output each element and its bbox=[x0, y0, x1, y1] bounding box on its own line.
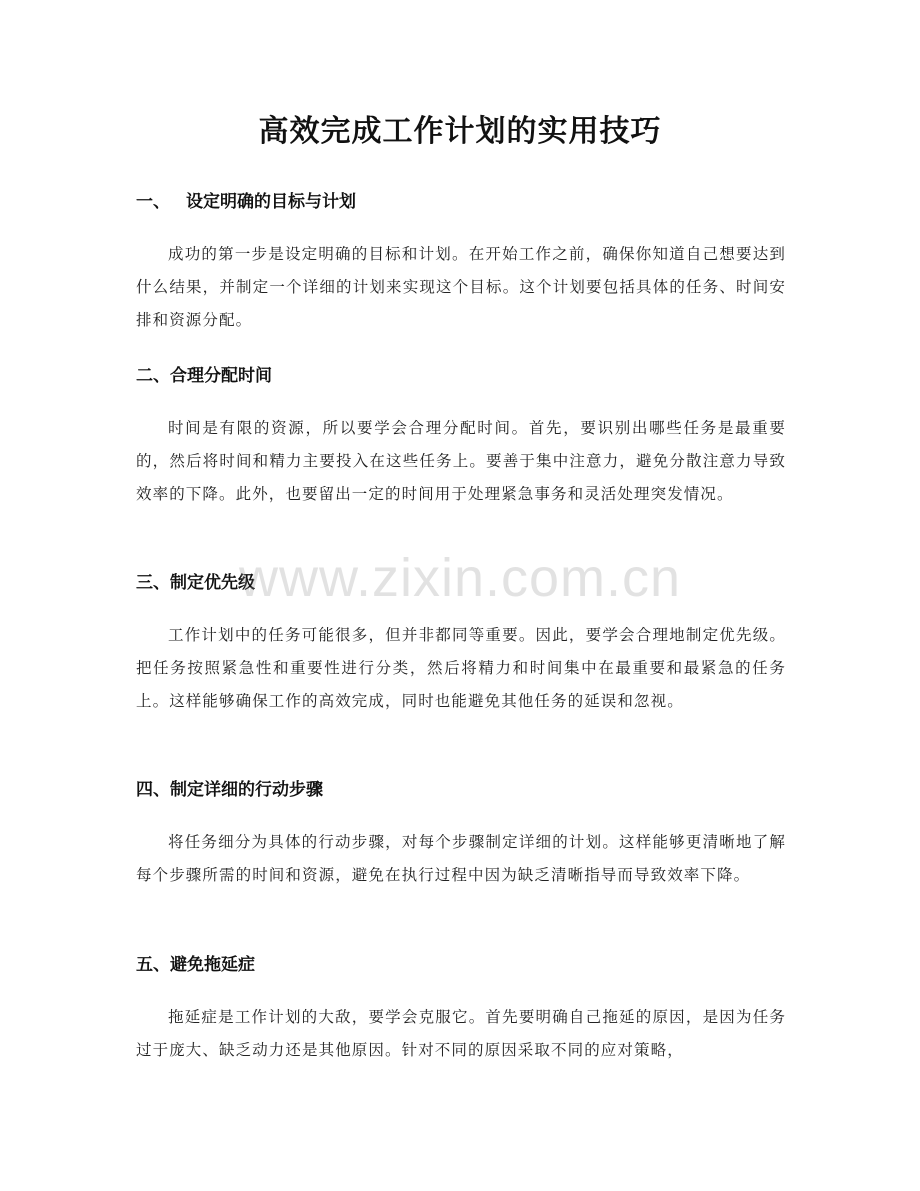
section-1 bbox=[136, 188, 786, 337]
section-number: 二、 bbox=[136, 366, 170, 386]
section-paragraph: 拖延症是工作计划的大敌，要学会克服它。首先要明确自己拖延的原因，是因为任务过于庞大、缺乏动力还是其他原因。针对不同的原因采取不同的应对策略， bbox=[136, 1008, 786, 1059]
section-3 bbox=[136, 569, 786, 718]
section-title: 制定优先级 bbox=[170, 573, 255, 593]
section-heading bbox=[136, 362, 786, 390]
section-number: 三、 bbox=[136, 573, 170, 593]
section-paragraph: 成功的第一步是设定明确的目标和计划。在开始工作之前，确保你知道自己想要达到什么结果，并制定一个详细的计划来实现这个目标。这个计划要包括具体的任务、时间安排和资源分配。 bbox=[136, 245, 786, 329]
document-title: 高效完成工作计划的实用技巧 bbox=[258, 114, 662, 149]
section-number: 四、 bbox=[136, 780, 170, 800]
section-heading bbox=[136, 188, 786, 216]
section-title: 避免拖延症 bbox=[170, 955, 255, 975]
section-title: 合理分配时间 bbox=[170, 366, 272, 386]
section-5 bbox=[136, 951, 786, 1067]
section-paragraph: 将任务细分为具体的行动步骤，对每个步骤制定详细的计划。这样能够更清晰地了解每个步骤所需的时间和资源，避免在执行过程中因为缺乏清晰指导而导致效率下降。 bbox=[136, 833, 786, 884]
section-2 bbox=[136, 362, 786, 511]
section-number: 五、 bbox=[136, 955, 170, 975]
watermark: www.zixin.com.cn bbox=[238, 548, 682, 608]
section-title: 制定详细的行动步骤 bbox=[170, 780, 323, 800]
section-4 bbox=[136, 776, 786, 892]
section-heading bbox=[136, 776, 786, 804]
section-paragraph: 时间是有限的资源，所以要学会合理分配时间。首先，要识别出哪些任务是最重要的，然后将时间和精力主要投入在这些任务上。要善于集中注意力，避免分散注意力导致效率的下降。此外，也要留出一定的时间用于处理紧急事务和灵活处理突发情况。 bbox=[136, 419, 786, 503]
section-heading bbox=[136, 951, 786, 979]
section-heading bbox=[136, 569, 786, 597]
section-title: 设定明确的目标与计划 bbox=[186, 192, 356, 212]
section-number: 一、 bbox=[136, 192, 170, 212]
section-paragraph: 工作计划中的任务可能很多，但并非都同等重要。因此，要学会合理地制定优先级。把任务按照紧急性和重要性进行分类，然后将精力和时间集中在最重要和最紧急的任务上。这样能够确保工作的高效完成，同时也能避免其他任务的延误和忽视。 bbox=[136, 626, 786, 710]
